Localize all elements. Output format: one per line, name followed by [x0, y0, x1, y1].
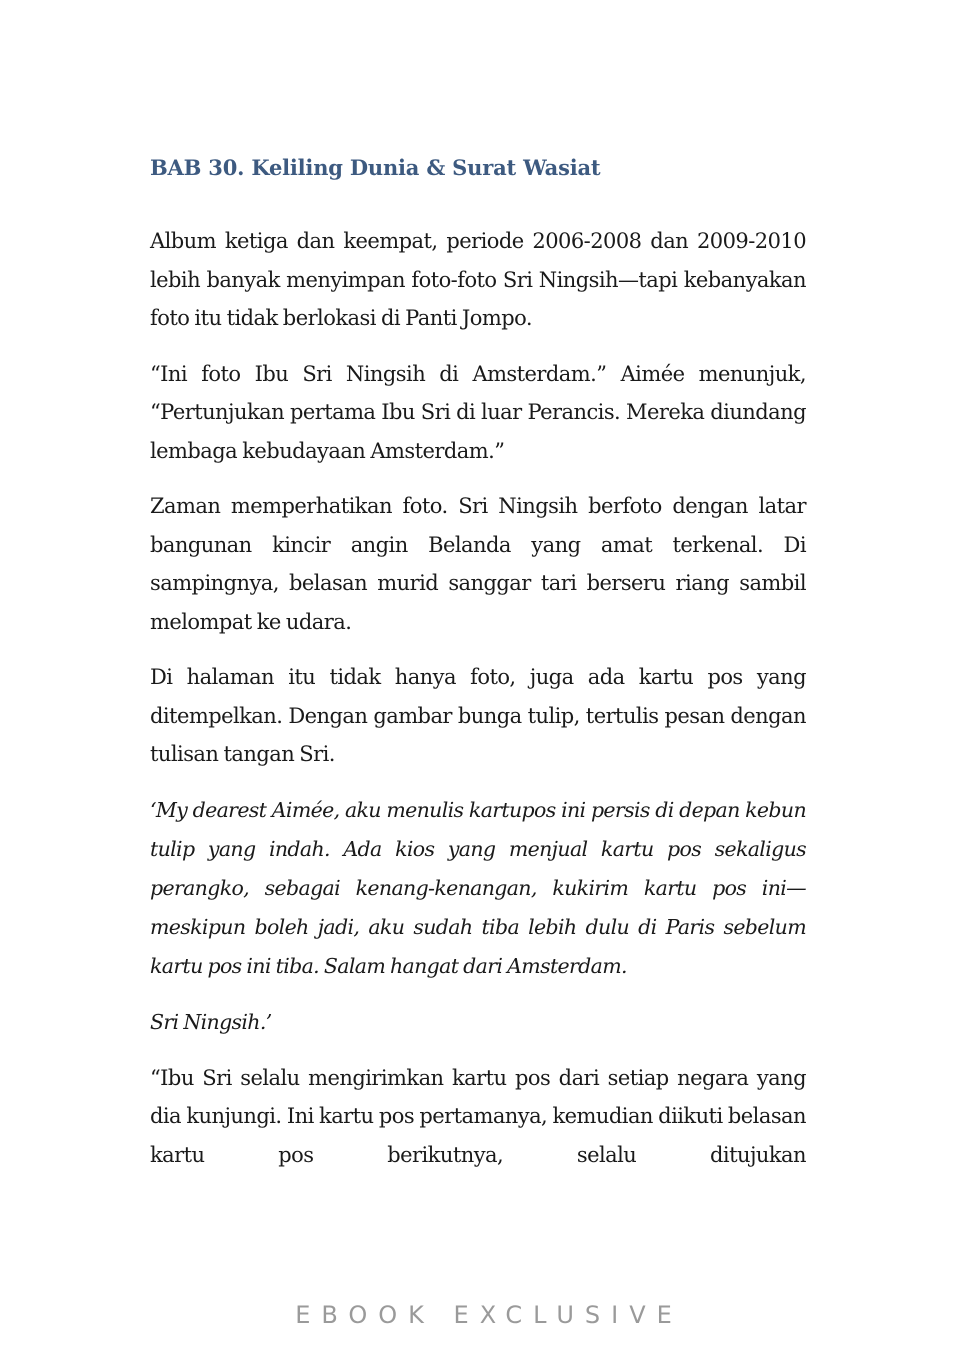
paragraph: “Ini foto Ibu Sri Ningsih di Amsterdam.” Aimée menunjuk, “Pertunjukan pertama Ibu Sri di luar Perancis. Mereka diundang lembaga kebudayaan Amsterdam.”: [150, 361, 806, 463]
postcard-message: ‘My dearest Aimée, aku menulis kartupos ini persis di depan kebun tulip yang indah. Ada kios yang menjual kartu pos sekaligus perangko, sebagai kenang-kenangan, kukirim kartu pos ini—meskipun boleh jadi, aku sudah tiba lebih dulu di Paris sebelum kartu pos ini tiba. Salam hangat dari Amsterdam.: [150, 797, 806, 978]
page-content: [150, 150, 806, 1191]
paragraph: “Ibu Sri selalu mengirimkan kartu pos dari setiap negara yang dia kunjungi. Ini kartu pos pertamanya, kemudian diikuti belasan kartu pos berikutnya, selalu ditujukan: [150, 1065, 806, 1167]
paragraph: Di halaman itu tidak hanya foto, juga ada kartu pos yang ditempelkan. Dengan gambar bunga tulip, tertulis pesan dengan tulisan tangan Sri.: [150, 665, 806, 766]
paragraph: Album ketiga dan keempat, periode 2006-2008 dan 2009-2010 lebih banyak menyimpan foto-foto Sri Ningsih—tapi kebanyakan foto itu tidak berlokasi di Panti Jompo.: [150, 229, 806, 330]
chapter-title: BAB 30. Keliling Dunia & Surat Wasiat: [150, 155, 601, 180]
ebook-exclusive-footer: EBOOK EXCLUSIVE: [295, 1301, 683, 1329]
postcard-signature: Sri Ningsih.’: [150, 1009, 272, 1034]
paragraph: Zaman memperhatikan foto. Sri Ningsih berfoto dengan latar bangunan kincir angin Belanda yang amat terkenal. Di sampingnya, belasan murid sanggar tari berseru riang sambil melompat ke udara.: [150, 494, 806, 634]
